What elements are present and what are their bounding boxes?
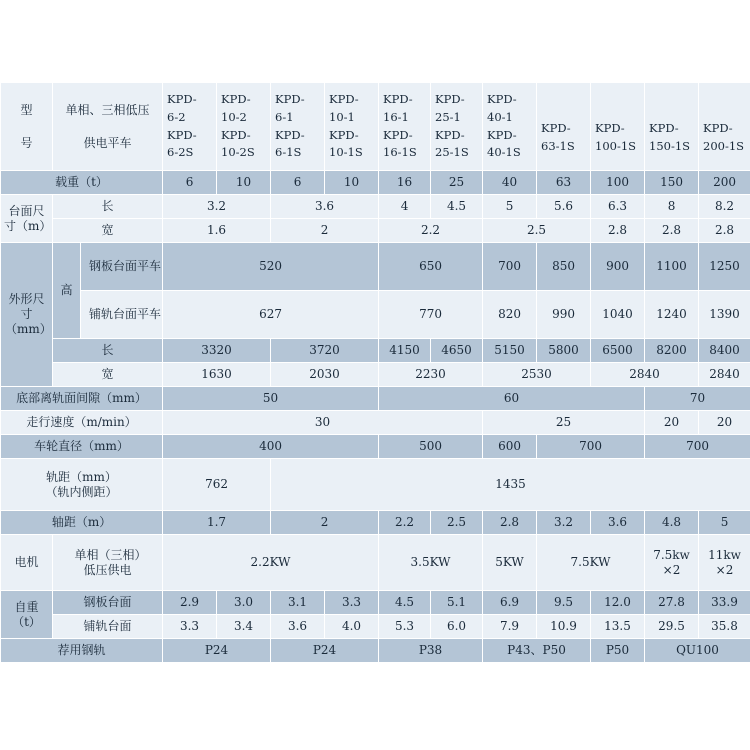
motor-value: 7.5KW — [537, 535, 645, 591]
load-value: 150 — [645, 171, 699, 195]
header-row — [1, 83, 750, 171]
dims-length-value: 5800 — [537, 339, 591, 363]
dims-width-row — [1, 363, 750, 387]
model-cell: KPD- 10-1 KPD- 10-1S — [325, 83, 379, 171]
model-cell: KPD- 6-1 KPD- 6-1S — [271, 83, 325, 171]
weight-steel-value: 3.1 — [271, 591, 325, 615]
wheel-value: 500 — [379, 435, 483, 459]
table-width-row — [1, 219, 750, 243]
height-label: 高 — [53, 243, 81, 339]
load-value: 10 — [217, 171, 271, 195]
rail-height-value: 770 — [379, 291, 483, 339]
load-value: 63 — [537, 171, 591, 195]
weight-steel-value: 27.8 — [645, 591, 699, 615]
weight-rail-value: 6.0 — [431, 615, 483, 639]
wheelbase-row — [1, 511, 750, 535]
wheel-value: 700 — [645, 435, 750, 459]
motor-row — [1, 535, 750, 591]
weight-steel-label: 钢板台面 — [53, 591, 163, 615]
speed-value: 30 — [163, 411, 483, 435]
clearance-value: 50 — [163, 387, 379, 411]
rail-type-value: QU100 — [645, 639, 750, 663]
wheelbase-value: 2.2 — [379, 511, 431, 535]
steel-height-value: 520 — [163, 243, 379, 291]
table-length-value: 8.2 — [699, 195, 750, 219]
steel-height-value: 900 — [591, 243, 645, 291]
clearance-row — [1, 387, 750, 411]
load-value: 10 — [325, 171, 379, 195]
table-length-value: 4 — [379, 195, 431, 219]
load-value: 100 — [591, 171, 645, 195]
dims-width-value: 2840 — [699, 363, 750, 387]
weight-rail-value: 3.6 — [271, 615, 325, 639]
dims-rail-row — [1, 291, 750, 339]
model-cell: KPD- 6-2 KPD- 6-2S — [163, 83, 217, 171]
dims-length-value: 4650 — [431, 339, 483, 363]
dims-width-value: 2030 — [271, 363, 379, 387]
steel-height-value: 1100 — [645, 243, 699, 291]
wheelbase-value: 2.8 — [483, 511, 537, 535]
weight-rail-label: 铺轨台面 — [53, 615, 163, 639]
dims-length-value: 4150 — [379, 339, 431, 363]
dims-length-value: 3320 — [163, 339, 271, 363]
load-label: 载重（t） — [1, 171, 163, 195]
wheel-value: 400 — [163, 435, 379, 459]
table-length-row — [1, 195, 750, 219]
steel-height-value: 850 — [537, 243, 591, 291]
wheelbase-value: 4.8 — [645, 511, 699, 535]
rail-height-value: 1240 — [645, 291, 699, 339]
vehicle-type-line2: 供电平车 — [83, 135, 132, 150]
speed-value: 25 — [483, 411, 645, 435]
model-cell: KPD- 150-1S — [645, 83, 699, 171]
table-width-value: 2.2 — [379, 219, 483, 243]
weight-rail-value: 5.3 — [379, 615, 431, 639]
weight-steel-value: 4.5 — [379, 591, 431, 615]
wheel-value: 700 — [537, 435, 645, 459]
table-size-label: 台面尺寸（m） — [1, 195, 53, 243]
rail-type-value: P50 — [591, 639, 645, 663]
vehicle-type-label — [53, 83, 163, 171]
steel-flatcar-label: 钢板台面平车 — [81, 243, 163, 291]
rail-type-row — [1, 639, 750, 663]
model-cell: KPD- 10-2 KPD- 10-2S — [217, 83, 271, 171]
weight-steel-value: 6.9 — [483, 591, 537, 615]
weight-label: 自重（t） — [1, 591, 53, 639]
dims-length-value: 8400 — [699, 339, 750, 363]
weight-steel-value: 9.5 — [537, 591, 591, 615]
dims-width-value: 2530 — [483, 363, 591, 387]
wheelbase-label: 轴距（m） — [1, 511, 163, 535]
model-cell: KPD- 100-1S — [591, 83, 645, 171]
load-value: 40 — [483, 171, 537, 195]
rail-height-value: 1040 — [591, 291, 645, 339]
table-length-label: 长 — [53, 195, 163, 219]
weight-steel-value: 12.0 — [591, 591, 645, 615]
load-value: 6 — [163, 171, 217, 195]
wheelbase-value: 3.6 — [591, 511, 645, 535]
wheel-label: 车轮直径（mm） — [1, 435, 163, 459]
speed-value: 20 — [699, 411, 750, 435]
table-width-value: 2.8 — [645, 219, 699, 243]
wheelbase-value: 3.2 — [537, 511, 591, 535]
rail-flatcar-label: 铺轨台面平车 — [81, 291, 163, 339]
motor-value: 5KW — [483, 535, 537, 591]
dims-steel-row — [1, 243, 750, 291]
weight-steel-value: 3.0 — [217, 591, 271, 615]
rail-type-value: P43、P50 — [483, 639, 591, 663]
dims-width-label: 宽 — [53, 363, 163, 387]
wheel-row — [1, 435, 750, 459]
table-length-value: 5 — [483, 195, 537, 219]
weight-steel-value: 3.3 — [325, 591, 379, 615]
weight-steel-row — [1, 591, 750, 615]
motor-sub-label: 单相（三相）低压供电 — [53, 535, 163, 591]
load-row — [1, 171, 750, 195]
table-length-value: 8 — [645, 195, 699, 219]
weight-steel-value: 2.9 — [163, 591, 217, 615]
model-cell: KPD- 200-1S — [699, 83, 750, 171]
table-length-value: 5.6 — [537, 195, 591, 219]
rail-type-label: 荐用钢轨 — [1, 639, 163, 663]
table-length-value: 3.6 — [271, 195, 379, 219]
load-value: 16 — [379, 171, 431, 195]
dims-width-value: 2840 — [591, 363, 699, 387]
wheelbase-value: 2 — [271, 511, 379, 535]
model-label-xing: 型 — [20, 102, 33, 117]
rail-height-value: 1390 — [699, 291, 750, 339]
table-width-value: 2.5 — [483, 219, 591, 243]
rail-type-value: P24 — [271, 639, 379, 663]
speed-row — [1, 411, 750, 435]
weight-rail-value: 29.5 — [645, 615, 699, 639]
gauge-row — [1, 459, 750, 511]
wheelbase-value: 1.7 — [163, 511, 271, 535]
wheelbase-value: 5 — [699, 511, 750, 535]
weight-rail-value: 10.9 — [537, 615, 591, 639]
clearance-value: 60 — [379, 387, 645, 411]
table-length-value: 6.3 — [591, 195, 645, 219]
dims-width-value: 2230 — [379, 363, 483, 387]
table-width-value: 2.8 — [591, 219, 645, 243]
wheel-value: 600 — [483, 435, 537, 459]
vehicle-type-line1: 单相、三相低压 — [65, 102, 150, 117]
weight-rail-value: 3.4 — [217, 615, 271, 639]
table-length-value: 4.5 — [431, 195, 483, 219]
gauge-value: 762 — [163, 459, 271, 511]
dims-label: 外形尺寸（mm） — [1, 243, 53, 387]
rail-type-value: P38 — [379, 639, 483, 663]
steel-height-value: 700 — [483, 243, 537, 291]
steel-height-value: 1250 — [699, 243, 750, 291]
weight-rail-value: 3.3 — [163, 615, 217, 639]
weight-steel-value: 5.1 — [431, 591, 483, 615]
weight-rail-value: 7.9 — [483, 615, 537, 639]
table-width-value: 2.8 — [699, 219, 750, 243]
model-label-cell — [1, 83, 53, 171]
rail-type-value: P24 — [163, 639, 271, 663]
speed-value: 20 — [645, 411, 699, 435]
motor-value: 3.5KW — [379, 535, 483, 591]
rail-height-value: 990 — [537, 291, 591, 339]
rail-height-value: 820 — [483, 291, 537, 339]
weight-rail-row — [1, 615, 750, 639]
table-width-value: 1.6 — [163, 219, 271, 243]
spec-table — [0, 82, 750, 663]
load-value: 200 — [699, 171, 750, 195]
dims-length-row — [1, 339, 750, 363]
model-cell: KPD- 40-1 KPD- 40-1S — [483, 83, 537, 171]
dims-length-value: 5150 — [483, 339, 537, 363]
model-cell: KPD- 25-1 KPD- 25-1S — [431, 83, 483, 171]
weight-steel-value: 33.9 — [699, 591, 750, 615]
motor-label: 电机 — [1, 535, 53, 591]
clearance-label: 底部离轨面间隙（mm） — [1, 387, 163, 411]
table-width-label: 宽 — [53, 219, 163, 243]
model-cell: KPD- 16-1 KPD- 16-1S — [379, 83, 431, 171]
table-width-value: 2 — [271, 219, 379, 243]
speed-label: 走行速度（m/min） — [1, 411, 163, 435]
weight-rail-value: 4.0 — [325, 615, 379, 639]
model-cell: KPD- 63-1S — [537, 83, 591, 171]
gauge-label: 轨距（mm）（轨内侧距） — [1, 459, 163, 511]
motor-value: 7.5kw ×2 — [645, 535, 699, 591]
motor-value: 2.2KW — [163, 535, 379, 591]
dims-width-value: 1630 — [163, 363, 271, 387]
weight-rail-value: 35.8 — [699, 615, 750, 639]
load-value: 6 — [271, 171, 325, 195]
motor-value: 11kw ×2 — [699, 535, 750, 591]
wheelbase-value: 2.5 — [431, 511, 483, 535]
model-label-hao: 号 — [20, 135, 33, 150]
dims-length-value: 6500 — [591, 339, 645, 363]
weight-rail-value: 13.5 — [591, 615, 645, 639]
gauge-value: 1435 — [271, 459, 750, 511]
dims-length-value: 8200 — [645, 339, 699, 363]
table-length-value: 3.2 — [163, 195, 271, 219]
steel-height-value: 650 — [379, 243, 483, 291]
rail-height-value: 627 — [163, 291, 379, 339]
clearance-value: 70 — [645, 387, 750, 411]
dims-length-label: 长 — [53, 339, 163, 363]
load-value: 25 — [431, 171, 483, 195]
dims-length-value: 3720 — [271, 339, 379, 363]
